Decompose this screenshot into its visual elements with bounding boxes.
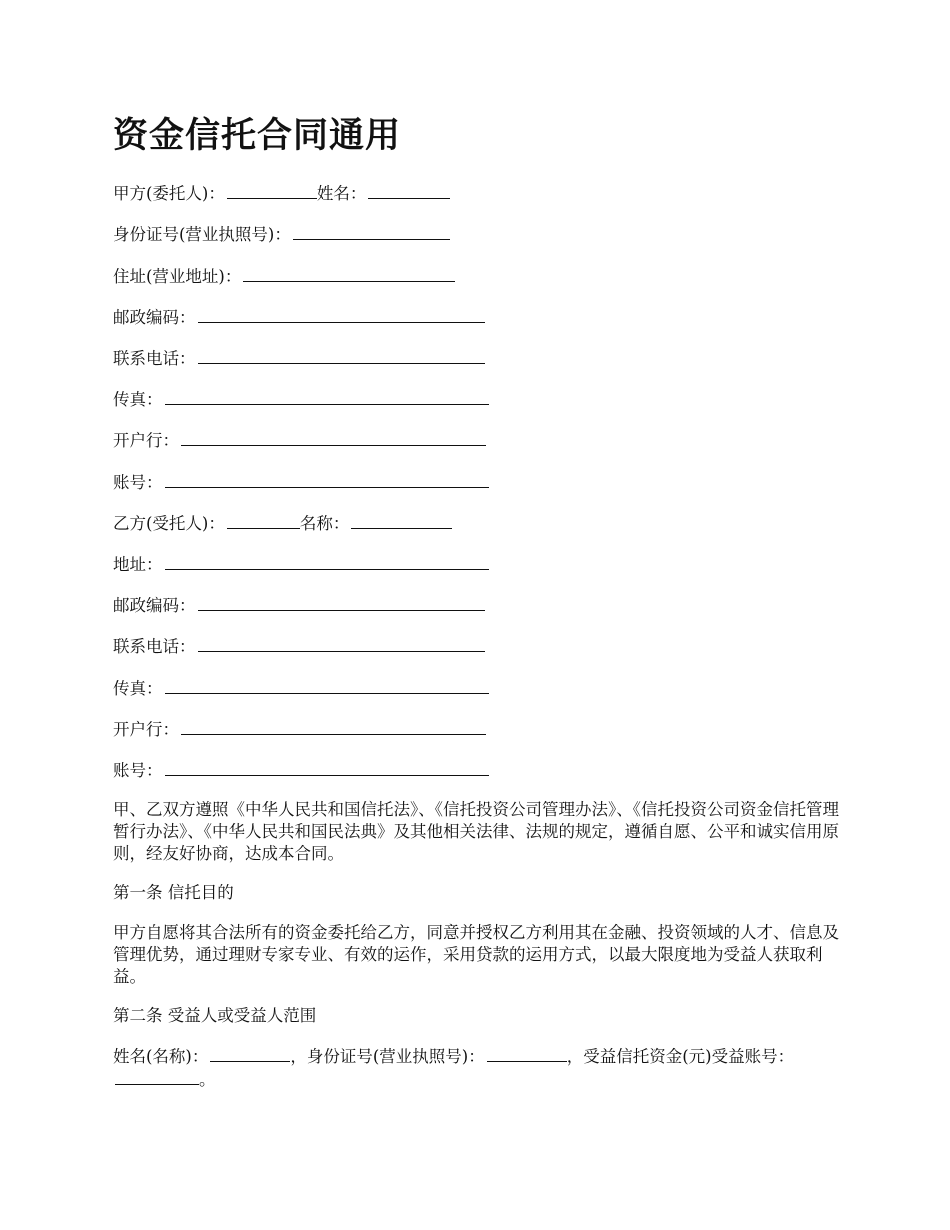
party-a-blank[interactable] <box>227 182 317 199</box>
party-a-postcode-label: 邮政编码： <box>113 308 196 327</box>
party-b-account-label: 账号： <box>113 761 163 780</box>
party-a-line <box>113 182 450 205</box>
party-a-postcode-line <box>113 306 485 329</box>
separator: ， <box>290 1047 307 1066</box>
party-b-bank-label: 开户行： <box>113 720 179 739</box>
party-a-fax-line <box>113 388 489 411</box>
article-1-body: 甲方自愿将其合法所有的资金委托给乙方，同意并授权乙方利用其在金融、投资领域的人才、信息及管理优势，通过理财专家专业、有效的运作，采用贷款的运用方式，以最大限度地为受益人获取利益。 <box>113 923 839 986</box>
period: 。 <box>199 1070 216 1089</box>
party-b-fax-line <box>113 677 489 700</box>
party-a-id-blank[interactable] <box>293 223 450 240</box>
party-b-address-line <box>113 553 489 576</box>
party-a-account-blank[interactable] <box>165 471 489 488</box>
party-a-account-label: 账号： <box>113 473 163 492</box>
beneficiary-id-label: 身份证号(营业执照号)： <box>306 1047 485 1066</box>
party-a-bank-line <box>113 429 486 452</box>
beneficiary-account-label: 受益信托资金(元)受益账号： <box>583 1047 795 1066</box>
party-b-bank-line <box>113 718 486 741</box>
party-a-postcode-blank[interactable] <box>198 306 485 323</box>
separator: ， <box>566 1047 584 1066</box>
party-a-account-line <box>113 471 489 494</box>
party-a-phone-label: 联系电话： <box>113 349 196 368</box>
party-b-address-blank[interactable] <box>165 553 489 570</box>
party-b-line <box>113 512 452 535</box>
party-b-bank-blank[interactable] <box>181 718 486 735</box>
preamble-paragraph: 甲、乙双方遵照《中华人民共和国信托法》、《信托投资公司管理办法》、《信托投资公司资金信托管理暂行办法》、《中华人民共和国民法典》及其他相关法律、法规的规定，遵循自愿、公平和诚实信用原则，经友好协商，达成本合同。 <box>113 800 839 863</box>
beneficiary-id-blank[interactable] <box>487 1045 567 1062</box>
party-a-address-blank[interactable] <box>243 265 455 282</box>
party-a-name-label: 姓名： <box>316 184 367 203</box>
party-b-phone-line <box>113 635 485 658</box>
party-a-fax-blank[interactable] <box>165 388 489 405</box>
party-a-phone-blank[interactable] <box>198 347 485 364</box>
party-a-id-label: 身份证号(营业执照号)： <box>113 225 291 244</box>
beneficiary-name-blank[interactable] <box>210 1045 290 1062</box>
party-a-address-label: 住址(营业地址)： <box>113 267 242 286</box>
party-b-postcode-blank[interactable] <box>198 594 485 611</box>
party-a-label: 甲方(委托人)： <box>113 184 225 203</box>
party-a-phone-line <box>113 347 485 370</box>
party-b-postcode-line <box>113 594 485 617</box>
party-b-address-label: 地址： <box>113 555 163 574</box>
party-b-name-label: 名称： <box>299 514 350 533</box>
party-b-account-blank[interactable] <box>165 759 489 776</box>
party-b-label: 乙方(受托人)： <box>113 514 225 533</box>
party-a-bank-blank[interactable] <box>181 429 486 446</box>
beneficiary-account-blank[interactable] <box>115 1068 199 1085</box>
party-a-id-line <box>113 223 450 246</box>
beneficiary-paragraph <box>113 1045 843 1091</box>
party-b-postcode-label: 邮政编码： <box>113 596 196 615</box>
party-b-phone-label: 联系电话： <box>113 637 196 656</box>
party-b-blank[interactable] <box>227 512 300 529</box>
party-b-name-blank[interactable] <box>351 512 452 529</box>
article-1-heading: 第一条 信托目的 <box>113 883 234 902</box>
party-a-bank-label: 开户行： <box>113 431 179 450</box>
document-title: 资金信托合同通用 <box>113 116 402 156</box>
party-b-fax-blank[interactable] <box>165 677 489 694</box>
party-b-fax-label: 传真： <box>113 679 163 698</box>
article-2-heading: 第二条 受益人或受益人范围 <box>113 1006 317 1025</box>
party-b-account-line <box>113 759 489 782</box>
party-a-name-blank[interactable] <box>368 182 450 199</box>
party-a-fax-label: 传真： <box>113 390 163 409</box>
beneficiary-name-label: 姓名(名称)： <box>113 1047 209 1066</box>
party-a-address-line <box>113 265 455 288</box>
party-b-phone-blank[interactable] <box>198 635 485 652</box>
